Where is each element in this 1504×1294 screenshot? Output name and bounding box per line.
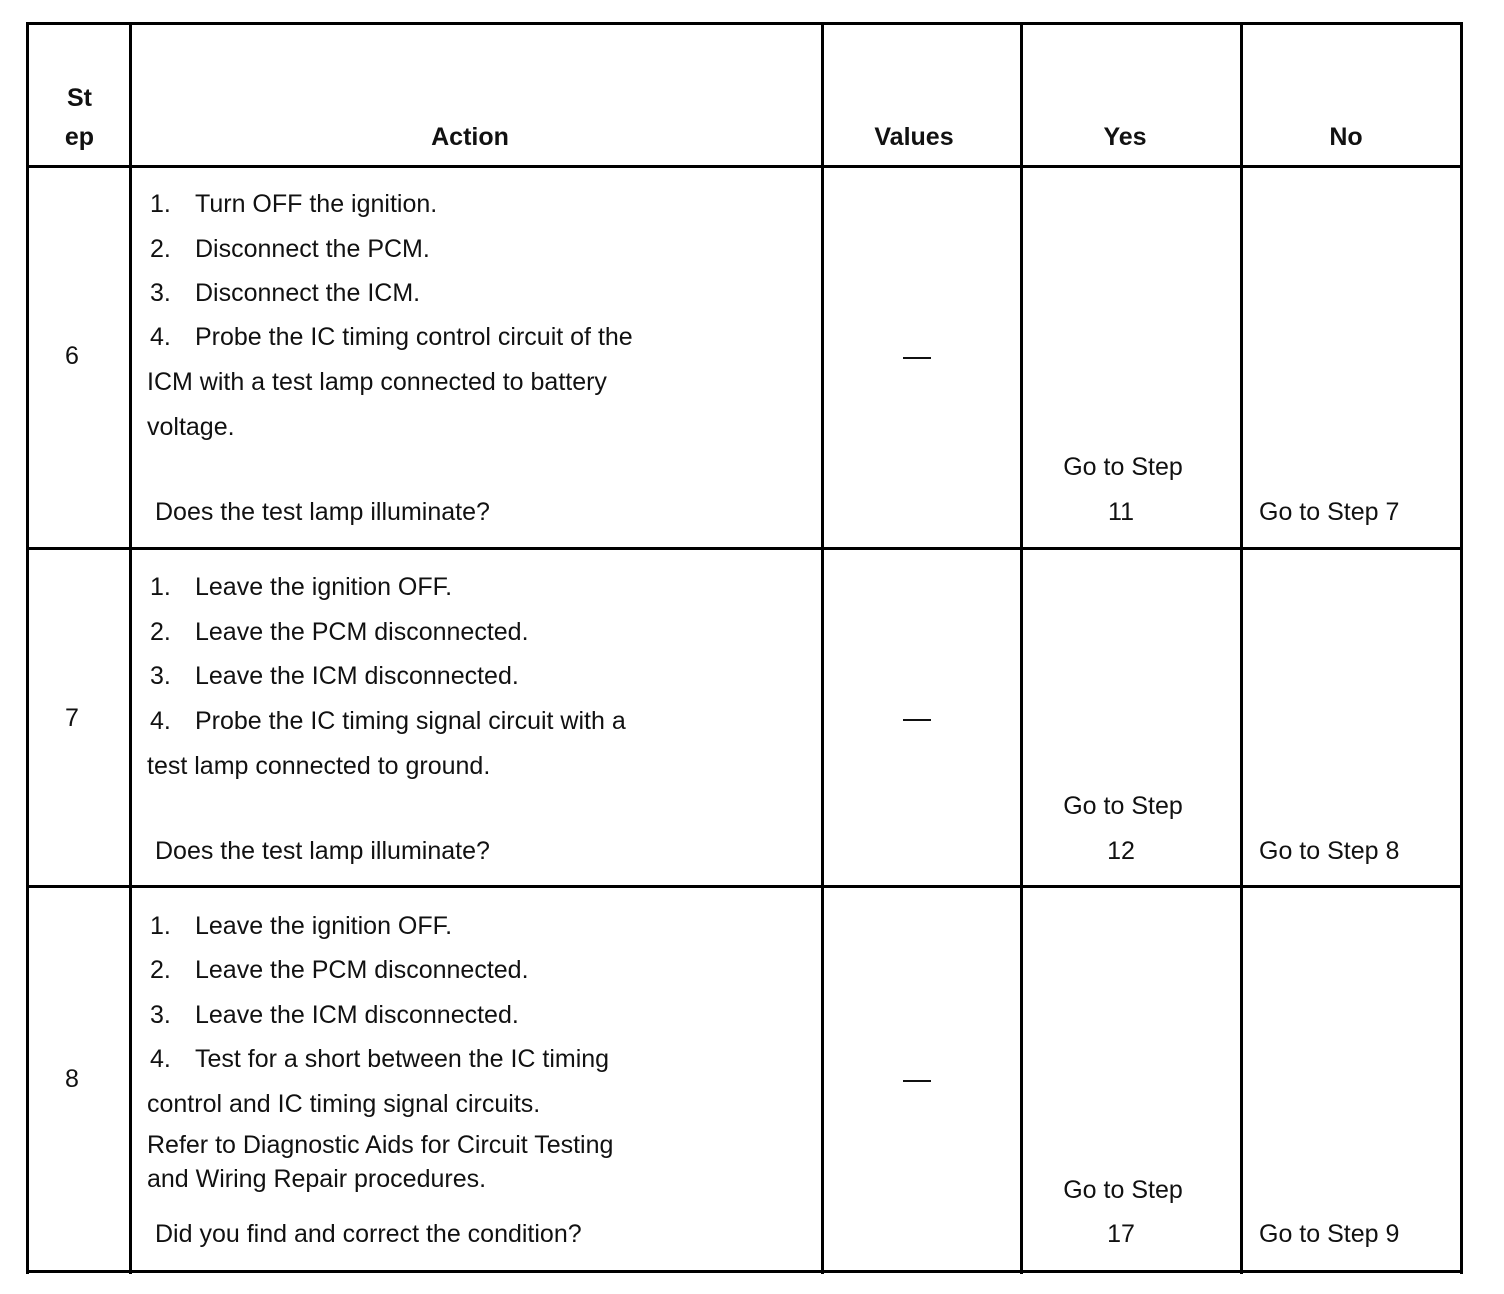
action-item-number: 1. [150,190,171,218]
step-number: 7 [65,704,79,732]
row-divider-2 [26,885,1463,888]
action-item-number: 3. [150,662,171,690]
action-item-text: Disconnect the ICM. [195,279,421,307]
table-border-left [26,22,29,1274]
value-dash [903,719,931,721]
action-item-number: 2. [150,956,171,984]
yes-outcome-line2: 17 [1107,1220,1135,1248]
action-item-text: Test for a short between the IC timing [195,1045,610,1073]
header-divider [26,165,1463,168]
action-item-text: Leave the ICM disconnected. [195,1001,519,1029]
header-values: Values [874,123,954,151]
action-note-line1: Refer to Diagnostic Aids for Circuit Testing [147,1131,614,1159]
column-divider-values [1020,22,1023,1274]
action-item-text: Probe the IC timing signal circuit with a [195,707,626,735]
action-item-number: 3. [150,279,171,307]
yes-outcome-line2: 11 [1108,498,1134,526]
action-item-text: Leave the ignition OFF. [195,912,453,940]
action-item-number: 2. [150,618,171,646]
yes-outcome-line1: Go to Step [1063,453,1183,481]
step-number: 8 [65,1065,79,1093]
action-item-text: Leave the PCM disconnected. [195,618,529,646]
header-step-line2: ep [64,123,95,151]
action-item-number: 4. [150,323,171,351]
action-item-continuation: voltage. [147,413,235,441]
action-item-text: Leave the PCM disconnected. [195,956,529,984]
action-item-number: 4. [150,1045,171,1073]
action-item-text: Disconnect the PCM. [195,235,430,263]
action-note-line2: and Wiring Repair procedures. [147,1165,487,1193]
action-item-number: 4. [150,707,171,735]
yes-outcome-line1: Go to Step [1063,1176,1183,1204]
action-item-text: Probe the IC timing control circuit of the [195,323,633,351]
yes-outcome-line1: Go to Step [1063,792,1183,820]
action-item-continuation: control and IC timing signal circuits. [147,1090,541,1118]
column-divider-action [821,22,824,1274]
action-item-number: 1. [150,912,171,940]
action-item-text: Leave the ICM disconnected. [195,662,519,690]
table-border-bottom [26,1270,1463,1273]
action-question: Does the test lamp illuminate? [155,837,490,865]
action-item-continuation: ICM with a test lamp connected to battery [147,368,607,396]
action-item-continuation: test lamp connected to ground. [147,752,491,780]
action-item-text: Leave the ignition OFF. [195,573,453,601]
action-question: Does the test lamp illuminate? [155,498,490,526]
header-action: Action [431,123,509,151]
table-border-top [26,22,1463,25]
yes-outcome-line2: 12 [1107,837,1135,865]
value-dash [903,1080,931,1082]
action-question: Did you find and correct the condition? [155,1220,582,1248]
row-divider-1 [26,547,1463,550]
action-item-number: 1. [150,573,171,601]
header-step-line1: St [67,84,92,112]
value-dash [903,357,931,359]
action-item-text: Turn OFF the ignition. [195,190,438,218]
action-item-number: 3. [150,1001,171,1029]
no-outcome: Go to Step 8 [1259,837,1400,865]
action-item-number: 2. [150,235,171,263]
column-divider-yes [1240,22,1243,1274]
no-outcome: Go to Step 7 [1259,498,1400,526]
header-no: No [1329,123,1363,151]
header-yes: Yes [1103,123,1147,151]
table-border-right [1460,22,1463,1274]
no-outcome: Go to Step 9 [1259,1220,1400,1248]
column-divider-step [129,22,132,1274]
step-number: 6 [65,342,79,370]
